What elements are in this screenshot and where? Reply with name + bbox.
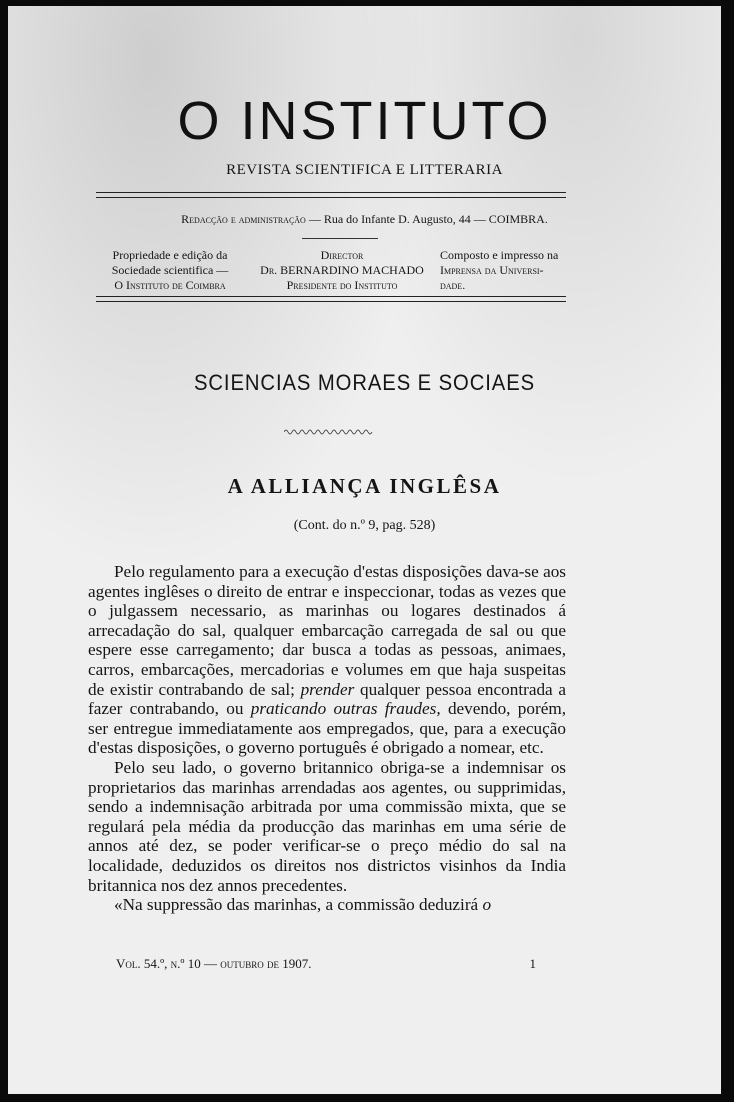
paragraph-2: Pelo seu lado, o governo britannico obriga-se a indemnisar os proprietarios das marinhas arrendadas aos agentes, ou supprimidas, sendo a indemnisação arbitrada por uma commissão mixta, que se regulará pela média da producção das marinhas em uma série de annos até dez, se poder verificar-se o preço médio do sal na localidade, deduzidos os direitos nos districtos visinhos da India britannica nos dez annos precedentes.: [88, 757, 566, 895]
paragraph-3-text: «Na suppressão das marinhas, a commissão deduzirá: [114, 895, 483, 915]
printer-line-1: Composto e impresso na: [440, 248, 559, 262]
volume-info: Vol. 54.º, n.º 10 — outubro de 1907.: [116, 956, 312, 971]
publisher-line-3: O Instituto de Coimbra: [114, 278, 226, 292]
masthead-subtitle: REVISTA SCIENTIFICA E LITTERARIA: [226, 162, 503, 178]
paragraph-1-emphasis-2: praticando outras fraudes,: [250, 699, 441, 719]
paragraph-1-part-c: devendo, porém, ser entregue immediatamente aos empregados, que, para a execução d'estas disposições, o governo português é obrigado a nomear, etc.: [88, 699, 567, 758]
header-double-rule: [96, 192, 566, 198]
page-footer: [116, 956, 536, 972]
director-title: Dr.: [260, 263, 278, 277]
section-heading: SCIENCIAS MORAES E SOCIAES: [193, 370, 536, 395]
continuation-note: (Cont. do n.º 9, pag. 528): [293, 518, 436, 533]
paragraph-1-part-b: qualquer pessoa encontrada a fazer contrabando, ou: [88, 679, 566, 719]
short-divider: [302, 238, 378, 239]
director-name-line: [246, 263, 438, 278]
director-role: Presidente do Instituto: [286, 278, 398, 292]
wavy-ornament: [284, 428, 374, 436]
administration-line: [8, 212, 721, 227]
imprint-printer: [440, 248, 576, 293]
imprint-director: [246, 248, 438, 293]
printer-line-2: Imprensa da Universi-: [440, 263, 544, 277]
paragraph-1: [88, 562, 566, 758]
imprint-double-rule: [96, 296, 566, 302]
director-label: Director: [320, 248, 364, 262]
publisher-line-2: Sociedade scientifica —: [111, 263, 229, 277]
page-number: 1: [529, 956, 536, 971]
director-name: BERNARDINO MACHADO: [277, 263, 424, 277]
article-body: [88, 562, 566, 915]
imprint-publisher: [90, 248, 250, 293]
journal-page: [8, 6, 721, 1094]
paragraph-1-emphasis-1: prender: [300, 679, 355, 699]
admin-prefix: Redacção e administração: [181, 212, 306, 226]
paragraph-3: [88, 895, 566, 915]
publisher-line-1: Propriedade e edição da: [112, 248, 228, 262]
paragraph-3-emphasis: o: [482, 895, 492, 915]
masthead-title: O INSTITUTO: [177, 91, 552, 151]
printer-line-3: dade.: [440, 278, 466, 292]
admin-address: — Rua do Infante D. Augusto, 44 — COIMBRA.: [305, 212, 548, 226]
paragraph-1-part-a: Pelo regulamento para a execução d'estas disposições dava-se aos agentes inglêses o direito de entrar e inspeccionar, todas as vezes que o julgassem necessario, as marinhas ou logares destinados á arrecadação do sal, qualquer embarcação carregada de sal ou que espere esse carregamento; dar busca a todas as pessoas, animaes, carros, embarcações, mercadorias e volumes em que haja suspeitas de existir contrabando de sal;: [88, 562, 566, 699]
article-title: A ALLIANÇA INGLÊSA: [227, 474, 502, 498]
